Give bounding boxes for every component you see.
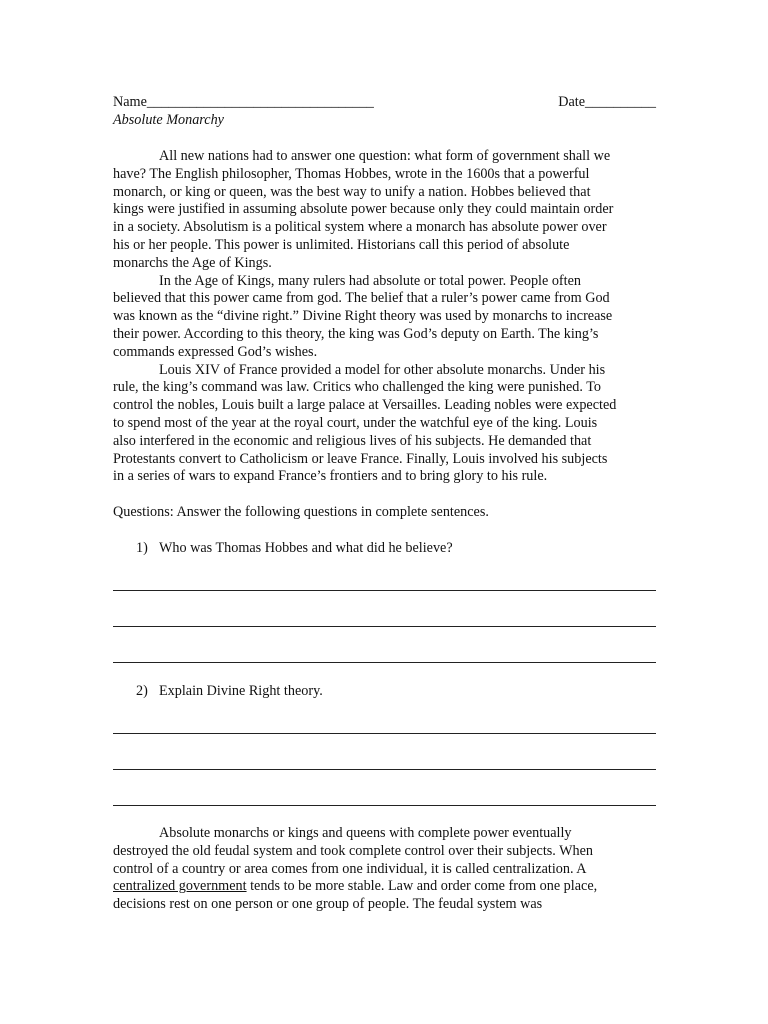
paragraph-louis-xiv: Louis XIV of France provided a model for other absolute monarchs. Under his rule, the king’s command was law. Critics who challenged the king were punished. To control the nobles, Louis built a large palace at Versailles. Leading nobles were expected to spend most of the year at the royal court, under the watchful eye of the king. Louis also interfered in the economic and religious lives of his subjects. He demanded that Protestants convert to Catholicism or leave France. Finally, Louis involved his subjects in a series of wars to expand France’s frontiers and to bring glory to his rule. bbox=[113, 361, 617, 485]
answer-line-q1-2[interactable] bbox=[113, 626, 656, 627]
question-1-number: 1) bbox=[136, 540, 148, 556]
answer-line-q2-1[interactable] bbox=[113, 733, 656, 734]
answer-line-q1-1[interactable] bbox=[113, 590, 656, 591]
centralization-text-start: Absolute monarchs or kings and queens with complete power eventually destroyed the old feudal system and took complete control over their subjects. When control of a country or area comes from one individual, it is called centralization. A bbox=[113, 825, 594, 877]
answer-line-q2-3[interactable] bbox=[113, 805, 656, 806]
answer-line-q2-2[interactable] bbox=[113, 769, 656, 770]
question-2 bbox=[136, 683, 323, 701]
worksheet-title: Absolute Monarchy bbox=[113, 112, 224, 128]
centralized-government-term: centralized government bbox=[113, 878, 247, 895]
centralization-text-end: tends to be more stable. Law and order come from one place, decisions rest on one person or one group of people. The feudal system was bbox=[113, 878, 598, 913]
answer-line-q1-3[interactable] bbox=[113, 662, 656, 663]
paragraph-hobbes: All new nations had to answer one question: what form of government shall we have? The English philosopher, Thomas Hobbes, wrote in the 1600s that a powerful monarch, or king or queen, was the best way to unify a nation. Hobbes believed that kings were justified in assuming absolute power because only they could maintain order in a society. Absolutism is a political system where a monarch has absolute power over his or her people. This power is unlimited. Historians call this period of absolute monarchs the Age of Kings. bbox=[113, 148, 614, 271]
reading-passage-2 bbox=[113, 825, 658, 914]
questions-instructions: Questions: Answer the following questions in complete sentences. bbox=[113, 504, 489, 520]
paragraph-divine-right: In the Age of Kings, many rulers had absolute or total power. People often believed that this power came from god. The belief that a ruler’s power came from God was known as the “divine right.” Divine Right theory was used by monarchs to increase their power. According to this theory, the king was God’s deputy on Earth. The king’s commands expressed God’s wishes. bbox=[113, 272, 613, 360]
date-field[interactable]: Date__________ bbox=[558, 94, 656, 110]
paragraph-centralization bbox=[113, 825, 658, 914]
header-fields bbox=[113, 94, 656, 112]
question-1 bbox=[136, 540, 453, 558]
reading-passage-1 bbox=[113, 148, 658, 486]
question-1-text: Who was Thomas Hobbes and what did he believe? bbox=[159, 540, 453, 556]
question-2-text: Explain Divine Right theory. bbox=[159, 683, 323, 699]
name-field[interactable]: Name________________________________ bbox=[113, 94, 374, 110]
question-2-number: 2) bbox=[136, 683, 148, 699]
